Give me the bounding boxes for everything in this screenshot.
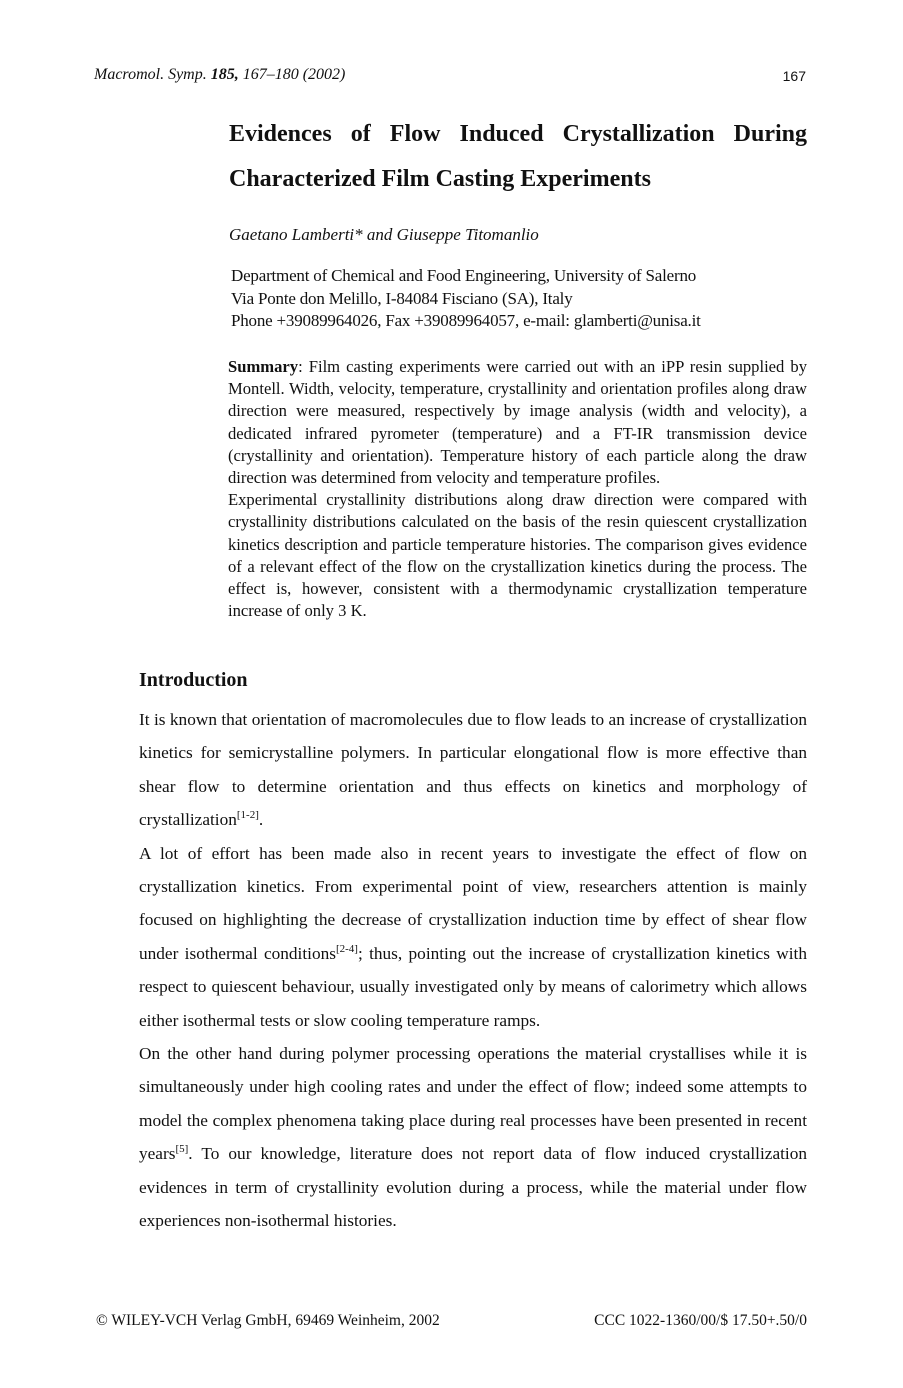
intro-text-1: It is known that orientation of macromolecules due to flow leads to an increase of crystallization kinetics for semicrystalline polymers. In particular elongational flow is more effective than shear flow to determine orientation and thus effects on kinetics and morphology of crystallization	[139, 710, 807, 830]
page-number: 167	[782, 68, 806, 84]
intro-text-1-end: .	[258, 810, 264, 830]
section-heading-introduction: Introduction	[139, 669, 248, 691]
summary	[228, 356, 807, 622]
journal-volume: 185,	[210, 66, 239, 83]
intro-paragraph-1	[139, 703, 807, 837]
summary-text-1: : Film casting experiments were carried out with an iPP resin supplied by Montell. Width, velocity, temperature, crystallinity and orientation profiles along draw direction were measured, respectively by image analysis (width and velocity), a dedicated infrared pyrometer (temperature) and a FT-IR transmission device (crystallinity and orientation). Temperature history of each particle along the draw direction was determined from velocity and temperature profiles.	[228, 357, 807, 488]
citation-ref: [1-2]	[236, 809, 259, 822]
journal-pages-year: 167–180 (2002)	[238, 66, 346, 83]
intro-paragraph-3	[139, 1037, 807, 1237]
journal-citation	[94, 66, 345, 84]
paper-title-line-2: Characterized Film Casting Experiments	[229, 166, 651, 192]
affiliation	[231, 265, 701, 333]
paper-title-line-1: Evidences of Flow Induced Crystallization During	[229, 121, 807, 147]
authors: Gaetano Lamberti* and Giuseppe Titomanlio	[229, 225, 539, 244]
citation-ref: [2-4]	[335, 942, 358, 955]
copyright-footer: © WILEY-VCH Verlag GmbH, 69469 Weinheim, 2002	[96, 1312, 440, 1329]
affiliation-department: Department of Chemical and Food Engineering, University of Salerno	[231, 266, 697, 285]
intro-text-3-end: . To our knowledge, literature does not report data of flow induced crystallization evidences in term of crystallinity evolution during a process, while the material under flow experiences non-isothermal histories.	[139, 1144, 807, 1231]
intro-text-2-end: ; thus, pointing out the increase of crystallization kinetics with respect to quiescent behaviour, usually investigated only by means of calorimetry which allows either isothermal tests or slow cooling temperature ramps.	[139, 943, 807, 1030]
summary-paragraph-2: Experimental crystallinity distributions along draw direction were compared with crystallinity distributions calculated on the basis of the resin quiescent crystallization kinetics description and particle temperature histories. The comparison gives evidence of a relevant effect of the flow on the crystallization kinetics during the process. The effect is, however, consistent with a thermodynamic crystallization temperature increase of only 3 K.	[228, 490, 807, 621]
intro-paragraph-2	[139, 837, 807, 1037]
intro-text-3: On the other hand during polymer processing operations the material crystallises while it is simultaneously under high cooling rates and under the effect of flow; indeed some attempts to model the complex phenomena taking place during real processes have been presented in recent years	[139, 1044, 807, 1164]
citation-ref: [5]	[175, 1143, 189, 1156]
summary-label: Summary	[228, 357, 299, 376]
ccc-code-footer: CCC 1022-1360/00/$ 17.50+.50/0	[594, 1312, 807, 1329]
introduction-body	[139, 703, 807, 1238]
journal-name: Macromol. Symp.	[94, 66, 211, 83]
paper-title	[229, 112, 807, 202]
affiliation-address: Via Ponte don Melillo, I-84084 Fisciano (SA), Italy	[231, 288, 573, 308]
affiliation-contact: Phone +39089964026, Fax +39089964057, e-mail: glamberti@unisa.it	[231, 311, 701, 330]
intro-text-2: A lot of effort has been made also in recent years to investigate the effect of flow on crystallization kinetics. From experimental point of view, researchers attention is mainly focused on highlighting the decrease of crystallization induction time by effect of shear flow under isothermal conditions	[139, 843, 807, 963]
summary-paragraph-1	[228, 356, 807, 489]
